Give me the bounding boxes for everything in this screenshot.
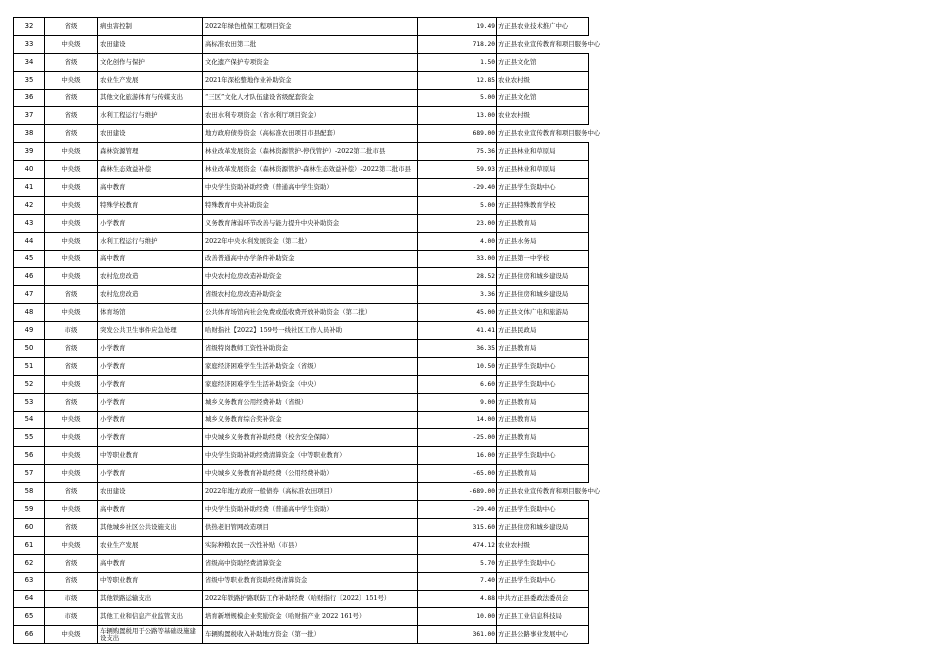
category-cell[interactable]: 小学教育: [98, 411, 203, 429]
table-row: [14, 536, 589, 554]
level-cell[interactable]: 中央级: [45, 536, 98, 554]
row-number-cell[interactable]: 59: [14, 501, 45, 519]
amount-cell[interactable]: 474.12: [418, 536, 497, 554]
table-row: [14, 357, 589, 375]
level-cell[interactable]: 中央级: [45, 626, 98, 644]
table-row: [14, 429, 589, 447]
amount-cell[interactable]: 45.00: [418, 304, 497, 322]
amount-cell[interactable]: -25.00: [418, 429, 497, 447]
level-cell[interactable]: 省级: [45, 89, 98, 107]
level-cell[interactable]: 中央级: [45, 35, 98, 53]
category-cell[interactable]: 小学教育: [98, 340, 203, 358]
project-cell[interactable]: 地方政府债券资金（高标准农田项目市县配套）: [203, 125, 418, 143]
project-cell[interactable]: 高标准农田第二批: [203, 35, 418, 53]
level-cell[interactable]: 省级: [45, 483, 98, 501]
level-cell[interactable]: 中央级: [45, 143, 98, 161]
amount-cell[interactable]: 9.00: [418, 393, 497, 411]
table-row: [14, 107, 589, 125]
category-cell[interactable]: 高中教育: [98, 501, 203, 519]
row-number-cell[interactable]: 49: [14, 322, 45, 340]
category-cell[interactable]: 小学教育: [98, 393, 203, 411]
unit-cell[interactable]: 方正县工业信息科技局: [497, 608, 589, 626]
category-cell[interactable]: 农田建设: [98, 125, 203, 143]
level-cell[interactable]: 中央级: [45, 411, 98, 429]
level-cell[interactable]: 省级: [45, 518, 98, 536]
project-cell[interactable]: 省级农村危房改造补助资金: [203, 286, 418, 304]
amount-cell[interactable]: 14.00: [418, 411, 497, 429]
level-cell[interactable]: 中央级: [45, 268, 98, 286]
level-cell[interactable]: 中央级: [45, 196, 98, 214]
amount-cell[interactable]: 361.00: [418, 626, 497, 644]
category-cell[interactable]: 小学教育: [98, 214, 203, 232]
project-cell[interactable]: 中央城乡义务教育补助经费（校舍安全保障）: [203, 429, 418, 447]
table-row: [14, 590, 589, 608]
level-cell[interactable]: 中央级: [45, 465, 98, 483]
project-cell[interactable]: 哈财指社【2022】159号一线社区工作人员补助: [203, 322, 418, 340]
amount-cell[interactable]: 10.50: [418, 357, 497, 375]
table-row: [14, 18, 589, 36]
category-cell[interactable]: 其他城乡社区公共设施支出: [98, 518, 203, 536]
row-number-cell[interactable]: 38: [14, 125, 45, 143]
level-cell[interactable]: 省级: [45, 18, 98, 36]
level-cell[interactable]: 省级: [45, 572, 98, 590]
row-number-cell[interactable]: 44: [14, 232, 45, 250]
amount-cell[interactable]: 10.00: [418, 608, 497, 626]
unit-cell[interactable]: 方正县教育局: [497, 411, 589, 429]
amount-cell[interactable]: 16.00: [418, 447, 497, 465]
amount-cell[interactable]: 5.70: [418, 554, 497, 572]
table-row: [14, 322, 589, 340]
amount-cell[interactable]: 4.00: [418, 232, 497, 250]
level-cell[interactable]: 省级: [45, 53, 98, 71]
project-cell[interactable]: 培育新增规模企业奖励资金（哈财指产业 2022 161号）: [203, 608, 418, 626]
amount-cell[interactable]: -29.40: [418, 501, 497, 519]
table-row: [14, 375, 589, 393]
category-cell[interactable]: 高中教育: [98, 554, 203, 572]
row-number-cell[interactable]: 61: [14, 536, 45, 554]
unit-cell[interactable]: 方正县农业宣传教育和项目服务中心: [497, 35, 589, 53]
table-row: [14, 196, 589, 214]
category-cell[interactable]: 小学教育: [98, 465, 203, 483]
project-cell[interactable]: 义务教育薄弱环节改善与能力提升中央补助资金: [203, 214, 418, 232]
table-row: [14, 411, 589, 429]
amount-cell[interactable]: 28.52: [418, 268, 497, 286]
row-number-cell[interactable]: 37: [14, 107, 45, 125]
row-number-cell[interactable]: 39: [14, 143, 45, 161]
amount-cell[interactable]: -65.00: [418, 465, 497, 483]
project-cell[interactable]: 家庭经济困难学生生活补助资金（中央）: [203, 375, 418, 393]
level-cell[interactable]: 省级: [45, 125, 98, 143]
category-cell[interactable]: 森林生态效益补偿: [98, 161, 203, 179]
level-cell[interactable]: 中央级: [45, 429, 98, 447]
level-cell[interactable]: 中央级: [45, 161, 98, 179]
table-row: [14, 89, 589, 107]
table-row: [14, 554, 589, 572]
amount-cell[interactable]: 7.40: [418, 572, 497, 590]
unit-cell[interactable]: 方正县文化馆: [497, 53, 589, 71]
table-row: [14, 71, 589, 89]
row-number-cell[interactable]: 65: [14, 608, 45, 626]
category-cell[interactable]: 其他铁路运输支出: [98, 590, 203, 608]
amount-cell[interactable]: 1.50: [418, 53, 497, 71]
unit-cell[interactable]: 方正县教育局: [497, 393, 589, 411]
category-cell[interactable]: 特殊学校教育: [98, 196, 203, 214]
category-cell[interactable]: 其他工业和信息产业监管支出: [98, 608, 203, 626]
project-cell[interactable]: 省级中等职业教育资助经费清算资金: [203, 572, 418, 590]
category-cell[interactable]: 农业生产发展: [98, 536, 203, 554]
level-cell[interactable]: 省级: [45, 107, 98, 125]
table-row: [14, 483, 589, 501]
unit-cell[interactable]: 方正县学生资助中心: [497, 179, 589, 197]
project-cell[interactable]: 供热老旧管网改造项目: [203, 518, 418, 536]
table-row: [14, 501, 589, 519]
unit-cell[interactable]: 方正县学生资助中心: [497, 375, 589, 393]
amount-cell[interactable]: 33.00: [418, 250, 497, 268]
level-cell[interactable]: 市级: [45, 590, 98, 608]
category-cell[interactable]: 森林资源管理: [98, 143, 203, 161]
unit-cell[interactable]: 方正县文化馆: [497, 89, 589, 107]
level-cell[interactable]: 中央级: [45, 71, 98, 89]
amount-cell[interactable]: 5.00: [418, 89, 497, 107]
level-cell[interactable]: 省级: [45, 393, 98, 411]
row-number-cell[interactable]: 53: [14, 393, 45, 411]
amount-cell[interactable]: -689.00: [418, 483, 497, 501]
row-number-cell[interactable]: 57: [14, 465, 45, 483]
project-cell[interactable]: 公共体育场馆向社会免费或低收费开放补助资金（第二批）: [203, 304, 418, 322]
project-cell[interactable]: 中央学生资助补助经费（普通高中学生资助）: [203, 179, 418, 197]
table-row: [14, 304, 589, 322]
row-number-cell[interactable]: 32: [14, 18, 45, 36]
row-number-cell[interactable]: 60: [14, 518, 45, 536]
unit-cell[interactable]: 方正县学生资助中心: [497, 501, 589, 519]
category-cell[interactable]: 高中教育: [98, 179, 203, 197]
unit-cell[interactable]: 方正县学生资助中心: [497, 554, 589, 572]
unit-cell[interactable]: 方正县教育局: [497, 214, 589, 232]
project-cell[interactable]: 2022年绿色植保工程项目资金: [203, 18, 418, 36]
row-number-cell[interactable]: 40: [14, 161, 45, 179]
table-row: [14, 179, 589, 197]
row-number-cell[interactable]: 58: [14, 483, 45, 501]
amount-cell[interactable]: 5.00: [418, 196, 497, 214]
project-cell[interactable]: “三区”文化人才队伍建设省级配套资金: [203, 89, 418, 107]
amount-cell[interactable]: 23.00: [418, 214, 497, 232]
unit-cell[interactable]: 方正县住房和城乡建设局: [497, 518, 589, 536]
amount-cell[interactable]: 41.41: [418, 322, 497, 340]
project-cell[interactable]: 中央城乡义务教育补助经费（公用经费补助）: [203, 465, 418, 483]
unit-cell[interactable]: 方正县教育局: [497, 465, 589, 483]
level-cell[interactable]: 中央级: [45, 375, 98, 393]
project-cell[interactable]: 城乡义务教育公用经费补助（省级）: [203, 393, 418, 411]
table-row: [14, 572, 589, 590]
row-number-cell[interactable]: 35: [14, 71, 45, 89]
unit-cell[interactable]: 方正县特殊教育学校: [497, 196, 589, 214]
level-cell[interactable]: 中央级: [45, 304, 98, 322]
category-cell[interactable]: 水利工程运行与维护: [98, 232, 203, 250]
level-cell[interactable]: 市级: [45, 608, 98, 626]
amount-cell[interactable]: 59.93: [418, 161, 497, 179]
level-cell[interactable]: 中央级: [45, 250, 98, 268]
row-number-cell[interactable]: 63: [14, 572, 45, 590]
unit-cell[interactable]: 中共方正县委政法委员会: [497, 590, 589, 608]
amount-cell[interactable]: 19.49: [418, 18, 497, 36]
table-row: [14, 161, 589, 179]
category-cell[interactable]: 农田建设: [98, 35, 203, 53]
table-row: [14, 447, 589, 465]
table-row: [14, 35, 589, 53]
unit-cell[interactable]: 方正县教育局: [497, 340, 589, 358]
project-cell[interactable]: 2022年铁路护路联防工作补助经费（哈财指行〔2022〕151号）: [203, 590, 418, 608]
unit-cell[interactable]: 农业农村级: [497, 71, 589, 89]
unit-cell[interactable]: 方正县民政局: [497, 322, 589, 340]
category-cell[interactable]: 车辆购置税用于公路等基础设施建设支出: [98, 626, 203, 644]
project-cell[interactable]: 实际种粮农民一次性补贴（市县）: [203, 536, 418, 554]
unit-cell[interactable]: 方正县住房和城乡建设局: [497, 286, 589, 304]
level-cell[interactable]: 中央级: [45, 232, 98, 250]
unit-cell[interactable]: 农业农村级: [497, 536, 589, 554]
table-row: [14, 53, 589, 71]
level-cell[interactable]: 中央级: [45, 447, 98, 465]
funds-table: [13, 17, 601, 644]
row-number-cell[interactable]: 42: [14, 196, 45, 214]
category-cell[interactable]: 中等职业教育: [98, 447, 203, 465]
category-cell[interactable]: 突发公共卫生事件应急处理: [98, 322, 203, 340]
project-cell[interactable]: 文化遗产保护专项资金: [203, 53, 418, 71]
category-cell[interactable]: 农村危房改造: [98, 286, 203, 304]
project-cell[interactable]: 2021年深松整地作业补助资金: [203, 71, 418, 89]
table-row: [14, 608, 589, 626]
project-cell[interactable]: 林业改革发展资金（森林资源管护-森林生态效益补偿）-2022第二批市县: [203, 161, 418, 179]
project-cell[interactable]: 改善普通高中办学条件补助资金: [203, 250, 418, 268]
amount-cell[interactable]: 689.00: [418, 125, 497, 143]
level-cell[interactable]: 市级: [45, 322, 98, 340]
row-number-cell[interactable]: 56: [14, 447, 45, 465]
project-cell[interactable]: 中央农村危房改造补助资金: [203, 268, 418, 286]
category-cell[interactable]: 其他文化旅游体育与传媒支出: [98, 89, 203, 107]
project-cell[interactable]: 中央学生资助补助经费清算资金（中等职业教育）: [203, 447, 418, 465]
table-row: [14, 340, 589, 358]
table-row: [14, 268, 589, 286]
level-cell[interactable]: 省级: [45, 554, 98, 572]
category-cell[interactable]: 体育场馆: [98, 304, 203, 322]
row-number-cell[interactable]: 55: [14, 429, 45, 447]
amount-cell[interactable]: 36.35: [418, 340, 497, 358]
project-cell[interactable]: 农田水利专项资金（省水利厅项目资金）: [203, 107, 418, 125]
unit-cell[interactable]: 方正县学生资助中心: [497, 357, 589, 375]
row-number-cell[interactable]: 62: [14, 554, 45, 572]
row-number-cell[interactable]: 45: [14, 250, 45, 268]
unit-cell[interactable]: 方正县林业和草原局: [497, 143, 589, 161]
project-cell[interactable]: 省级特岗教师工资性补助资金: [203, 340, 418, 358]
row-number-cell[interactable]: 41: [14, 179, 45, 197]
table-row: [14, 286, 589, 304]
unit-cell[interactable]: 方正县水务局: [497, 232, 589, 250]
unit-cell[interactable]: 方正县教育局: [497, 429, 589, 447]
row-number-cell[interactable]: 46: [14, 268, 45, 286]
row-number-cell[interactable]: 52: [14, 375, 45, 393]
category-cell[interactable]: 文化创作与保护: [98, 53, 203, 71]
category-cell[interactable]: 小学教育: [98, 357, 203, 375]
table-row: [14, 518, 589, 536]
unit-cell[interactable]: 方正县学生资助中心: [497, 447, 589, 465]
table-row: [14, 214, 589, 232]
level-cell[interactable]: 省级: [45, 340, 98, 358]
amount-cell[interactable]: 6.60: [418, 375, 497, 393]
table-row: [14, 393, 589, 411]
spreadsheet: [13, 17, 601, 644]
project-cell[interactable]: 2022年地方政府一般债券（高标准农田项目）: [203, 483, 418, 501]
unit-cell[interactable]: 方正县农业技术推广中心: [497, 18, 589, 36]
project-cell[interactable]: 车辆购置税收入补助地方资金（第一批）: [203, 626, 418, 644]
row-number-cell[interactable]: 47: [14, 286, 45, 304]
category-cell[interactable]: 小学教育: [98, 429, 203, 447]
unit-cell[interactable]: 方正县第一中学校: [497, 250, 589, 268]
amount-cell[interactable]: 3.36: [418, 286, 497, 304]
unit-cell[interactable]: 方正县林业和草原局: [497, 161, 589, 179]
level-cell[interactable]: 中央级: [45, 179, 98, 197]
row-number-cell[interactable]: 33: [14, 35, 45, 53]
row-number-cell[interactable]: 54: [14, 411, 45, 429]
project-cell[interactable]: 城乡义务教育综合奖补资金: [203, 411, 418, 429]
amount-cell[interactable]: -29.40: [418, 179, 497, 197]
project-cell[interactable]: 中央学生资助补助经费（普通高中学生资助）: [203, 501, 418, 519]
level-cell[interactable]: 中央级: [45, 214, 98, 232]
category-cell[interactable]: 水利工程运行与维护: [98, 107, 203, 125]
project-cell[interactable]: 特殊教育中央补助资金: [203, 196, 418, 214]
unit-cell[interactable]: 方正县农业宣传教育和项目服务中心: [497, 125, 589, 143]
category-cell[interactable]: 高中教育: [98, 250, 203, 268]
category-cell[interactable]: 农田建设: [98, 483, 203, 501]
category-cell[interactable]: 小学教育: [98, 375, 203, 393]
amount-cell[interactable]: 12.85: [418, 71, 497, 89]
table-row: [14, 143, 589, 161]
row-number-cell[interactable]: 43: [14, 214, 45, 232]
project-cell[interactable]: 2022年中央水利发展资金（第二批）: [203, 232, 418, 250]
table-row: [14, 125, 589, 143]
row-number-cell[interactable]: 48: [14, 304, 45, 322]
level-cell[interactable]: 中央级: [45, 501, 98, 519]
table-row: [14, 250, 589, 268]
project-cell[interactable]: 省级高中资助经费清算资金: [203, 554, 418, 572]
row-number-cell[interactable]: 66: [14, 626, 45, 644]
row-number-cell[interactable]: 50: [14, 340, 45, 358]
unit-cell[interactable]: 方正县住房和城乡建设局: [497, 268, 589, 286]
amount-cell[interactable]: 13.00: [418, 107, 497, 125]
category-cell[interactable]: 农村危房改造: [98, 268, 203, 286]
row-number-cell[interactable]: 36: [14, 89, 45, 107]
amount-cell[interactable]: 718.20: [418, 35, 497, 53]
row-number-cell[interactable]: 64: [14, 590, 45, 608]
amount-cell[interactable]: 315.60: [418, 518, 497, 536]
unit-cell[interactable]: 方正县农业宣传教育和项目服务中心: [497, 483, 589, 501]
level-cell[interactable]: 省级: [45, 357, 98, 375]
project-cell[interactable]: 林业改革发展资金（森林资源管护-停伐管护）-2022第二批市县: [203, 143, 418, 161]
unit-cell[interactable]: 方正县文体广电和旅游局: [497, 304, 589, 322]
amount-cell[interactable]: 4.88: [418, 590, 497, 608]
row-number-cell[interactable]: 51: [14, 357, 45, 375]
table-row: [14, 465, 589, 483]
level-cell[interactable]: 省级: [45, 286, 98, 304]
category-cell[interactable]: 病虫害控制: [98, 18, 203, 36]
category-cell[interactable]: 农业生产发展: [98, 71, 203, 89]
category-cell[interactable]: 中等职业教育: [98, 572, 203, 590]
unit-cell[interactable]: 方正县公路事业发展中心: [497, 626, 589, 644]
row-number-cell[interactable]: 34: [14, 53, 45, 71]
table-row: [14, 626, 589, 644]
amount-cell[interactable]: 75.36: [418, 143, 497, 161]
project-cell[interactable]: 家庭经济困难学生生活补助资金（省级）: [203, 357, 418, 375]
unit-cell[interactable]: 农业农村级: [497, 107, 589, 125]
unit-cell[interactable]: 方正县学生资助中心: [497, 572, 589, 590]
table-row: [14, 232, 589, 250]
